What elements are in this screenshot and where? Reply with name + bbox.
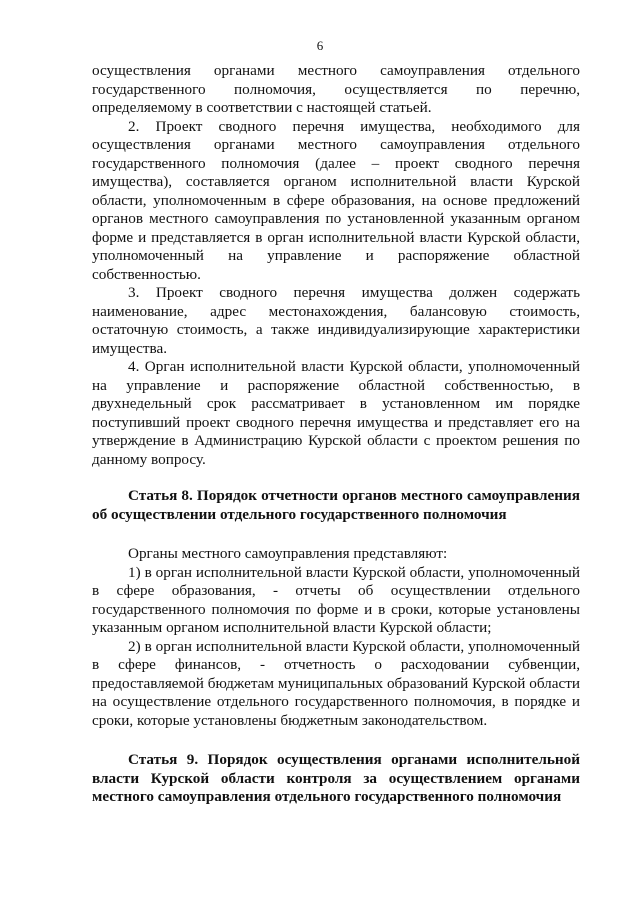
continuation-paragraph: осуществления органами местного самоуправления отдельного государственного полномочия, осуществляется по перечню, определяемому в соответствии с настоящей статьей. [92, 62, 580, 116]
article-8-heading: Статья 8. Порядок отчетности органов местного самоуправления об осуществлении отдельного государственного полномочия [92, 487, 580, 523]
article-8-intro: Органы местного самоуправления представляют: [128, 545, 448, 562]
article-8-item-1: 1) в орган исполнительной власти Курской области, уполномоченный в сфере образования, - отчеты об осуществлении отдельного государственного полномочия по форме и в сроки, которые установлены указанным органом исполнительной власти Курской области; [92, 563, 580, 636]
page-number: 6 [316, 38, 324, 53]
document-body [92, 62, 580, 807]
article-7-item-2: 2. Проект сводного перечня имущества, необходимого для осуществления органами местного самоуправления отдельного государственного полномочия (далее – проект сводного перечня имущества), составляется органом исполнительной власти Курской области, уполномоченным в сфере образования, на основе предложений органов местного самоуправления по установленной указанным органом форме и представляется в орган исполнительной власти Курской области, уполномоченный на управление и распоряжение областной собственностью. [92, 117, 580, 283]
article-8-item-2: 2) в орган исполнительной власти Курской области, уполномоченный в сфере финансов, - отчетность о расходовании субвенции, предоставляемой бюджетам муниципальных образований Курской области на осуществление отдельного государственного полномочия, в порядке и сроки, которые установлены бюджетным законодательством. [92, 637, 580, 729]
article-7-item-4: 4. Орган исполнительной власти Курской области, уполномоченный на управление и распоряжение областной собственностью, в двухнедельный срок рассматривает в установленном им порядке поступивший проект сводного перечня имущества и представляет его на утверждение в Администрацию Курской области с проектом решения по данному вопросу. [92, 358, 580, 468]
article-9-heading: Статья 9. Порядок осуществления органами исполнительной власти Курской области контроля за осуществлением органами местного самоуправления отдельного государственного полномочия [92, 751, 580, 805]
article-7-item-3: 3. Проект сводного перечня имущества должен содержать наименование, адрес местонахождения, балансовую стоимость, остаточную стоимость, а также индивидуализирующие характеристики имущества. [92, 284, 580, 357]
